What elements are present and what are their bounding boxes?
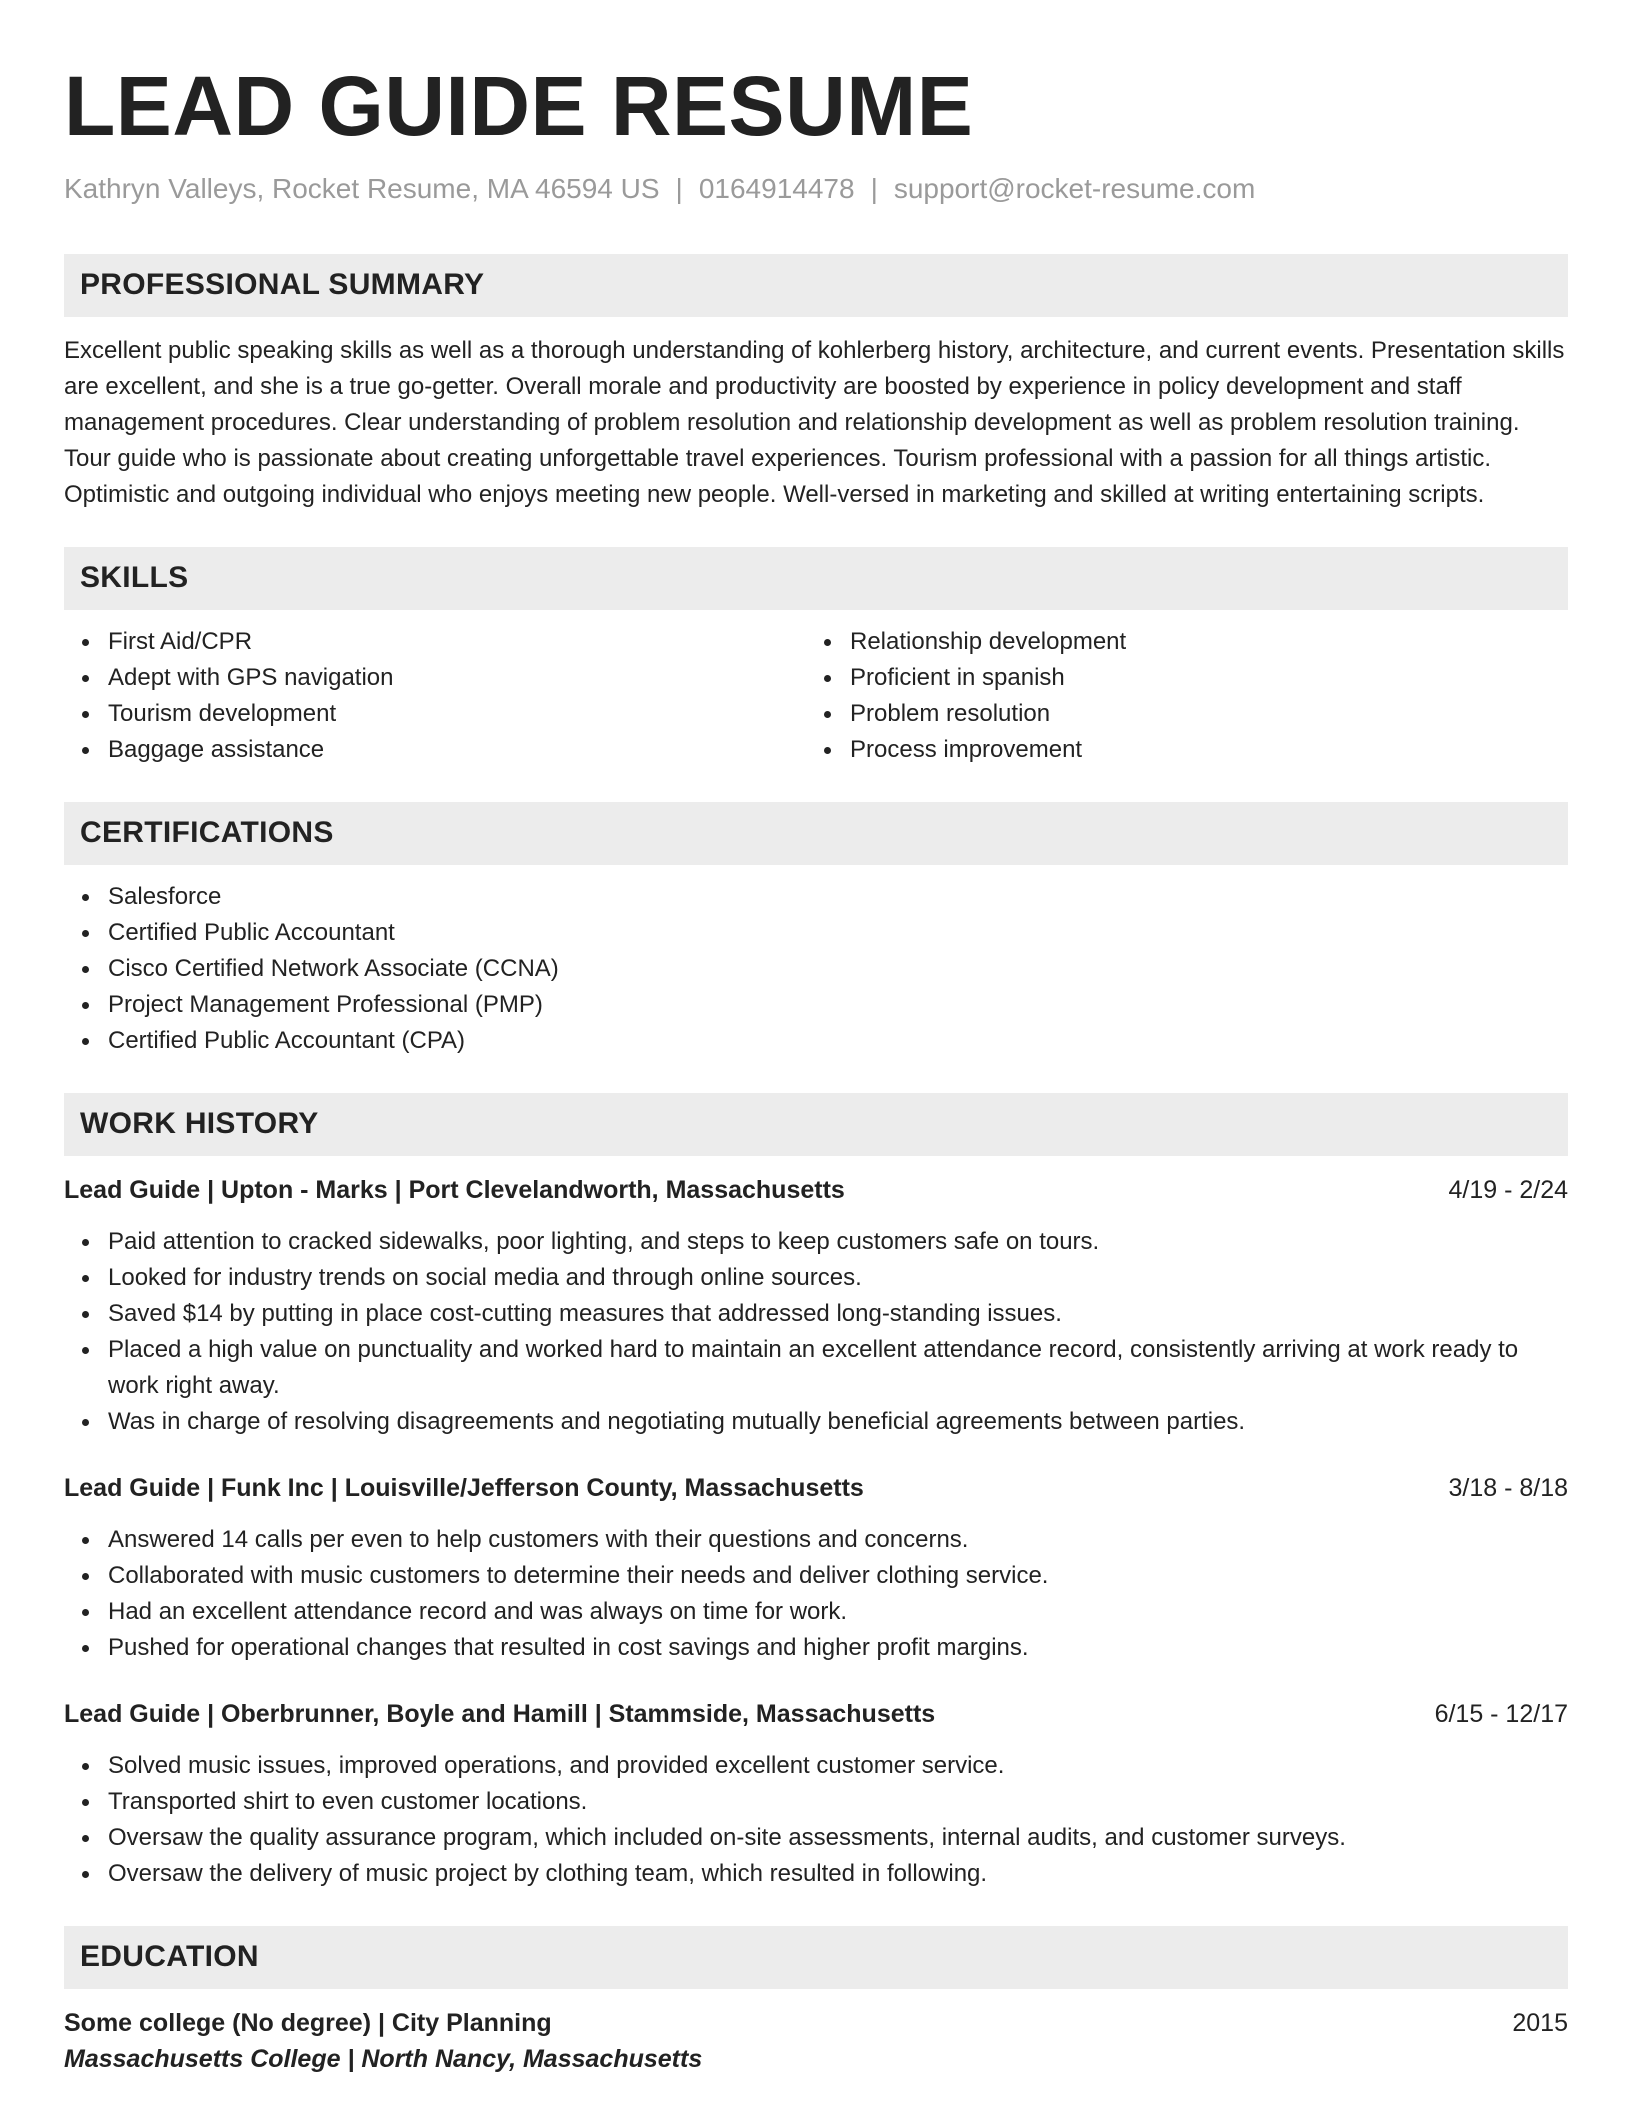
job-bullet: Paid attention to cracked sidewalks, poor lighting, and steps to keep customers safe on tours.: [64, 1224, 1568, 1260]
skill-item: Problem resolution: [806, 696, 1548, 732]
skill-item: Process improvement: [806, 732, 1548, 768]
skill-item: First Aid/CPR: [64, 624, 806, 660]
job-title: Lead Guide | Oberbrunner, Boyle and Hamill | Stammside, Massachusetts: [64, 1699, 936, 1728]
job-entry: [64, 1470, 1568, 1666]
job-bullet: Pushed for operational changes that resulted in cost savings and higher profit margins.: [64, 1630, 1568, 1666]
education-degree: Some college (No degree) | City Planning: [64, 2008, 552, 2037]
certification-item: Cisco Certified Network Associate (CCNA): [64, 951, 1568, 987]
job-dates: 4/19 - 2/24: [1448, 1175, 1568, 1204]
skills-grid: [64, 624, 1568, 768]
certification-item: Certified Public Accountant: [64, 915, 1568, 951]
work-history-heading: WORK HISTORY: [64, 1093, 1568, 1156]
summary-text: Excellent public speaking skills as well as a thorough understanding of kohlerberg history, architecture, and current events. Presentation skills are excellent, and she is a true go-getter. Overall morale and productivity are boosted by experience in policy development and staff management procedures. Clear understanding of problem resolution and relationship development as well as problem resolution training. Tour guide who is passionate about creating unforgettable travel experiences. Tourism professional with a passion for all things artistic. Optimistic and outgoing individual who enjoys meeting new people. Well-versed in marketing and skilled at writing entertaining scripts.: [64, 336, 1565, 508]
certifications-heading: CERTIFICATIONS: [64, 802, 1568, 865]
job-bullet: Saved $14 by putting in place cost-cutting measures that addressed long-standing issues.: [64, 1296, 1568, 1332]
job-entry: [64, 1696, 1568, 1892]
job-bullets: [64, 1224, 1568, 1440]
contact-phone: 0164914478: [698, 173, 855, 204]
contact-email: support@rocket-resume.com: [893, 173, 1256, 204]
job-bullet: Placed a high value on punctuality and worked hard to maintain an excellent attendance record, consistently arriving at work ready to work right away.: [64, 1332, 1568, 1404]
job-title: Lead Guide | Upton - Marks | Port Clevelandworth, Massachusetts: [64, 1175, 845, 1204]
job-entry: [64, 1172, 1568, 1440]
job-header: [64, 1172, 1568, 1208]
job-dates: 6/15 - 12/17: [1434, 1699, 1568, 1728]
job-dates: 3/18 - 8/18: [1448, 1473, 1568, 1502]
certification-item: Certified Public Accountant (CPA): [64, 1023, 1568, 1059]
contact-line: [64, 172, 1568, 206]
education-year: 2015: [1512, 2008, 1568, 2037]
job-bullet: Collaborated with music customers to determine their needs and deliver clothing service.: [64, 1558, 1568, 1594]
contact-separator: |: [675, 173, 683, 204]
skills-left-list: [64, 624, 806, 768]
skill-item: Proficient in spanish: [806, 660, 1548, 696]
skills-heading: SKILLS: [64, 547, 1568, 610]
resume-title: LEAD GUIDE RESUME: [64, 59, 974, 153]
skill-item: Tourism development: [64, 696, 806, 732]
job-bullet: Was in charge of resolving disagreements and negotiating mutually beneficial agreements between parties.: [64, 1404, 1568, 1440]
job-title: Lead Guide | Funk Inc | Louisville/Jefferson County, Massachusetts: [64, 1473, 864, 1502]
job-bullet: Had an excellent attendance record and was always on time for work.: [64, 1594, 1568, 1630]
job-bullet: Solved music issues, improved operations, and provided excellent customer service.: [64, 1748, 1568, 1784]
job-header: [64, 1470, 1568, 1506]
education-heading: EDUCATION: [64, 1926, 1568, 1989]
education-header: [64, 2005, 1568, 2041]
contact-address: Kathryn Valleys, Rocket Resume, MA 46594 US: [64, 173, 660, 204]
certifications-list: [64, 879, 1568, 1059]
education-entry: [64, 2005, 1568, 2077]
job-bullet: Transported shirt to even customer locations.: [64, 1784, 1568, 1820]
contact-separator: |: [870, 173, 878, 204]
skill-item: Adept with GPS navigation: [64, 660, 806, 696]
job-bullet: Oversaw the delivery of music project by clothing team, which resulted in following.: [64, 1856, 1568, 1892]
job-bullets: [64, 1522, 1568, 1666]
summary-heading: PROFESSIONAL SUMMARY: [64, 254, 1568, 317]
certification-item: Project Management Professional (PMP): [64, 987, 1568, 1023]
education-school: Massachusetts College | North Nancy, Massachusetts: [64, 2044, 703, 2073]
job-bullets: [64, 1748, 1568, 1892]
certification-item: Salesforce: [64, 879, 1568, 915]
resume-page: [64, 0, 1568, 2077]
job-header: [64, 1696, 1568, 1732]
job-bullet: Oversaw the quality assurance program, which included on-site assessments, internal audits, and customer surveys.: [64, 1820, 1568, 1856]
job-bullet: Answered 14 calls per even to help customers with their questions and concerns.: [64, 1522, 1568, 1558]
skill-item: Relationship development: [806, 624, 1548, 660]
job-bullet: Looked for industry trends on social media and through online sources.: [64, 1260, 1568, 1296]
skills-right-list: [806, 624, 1548, 768]
skill-item: Baggage assistance: [64, 732, 806, 768]
